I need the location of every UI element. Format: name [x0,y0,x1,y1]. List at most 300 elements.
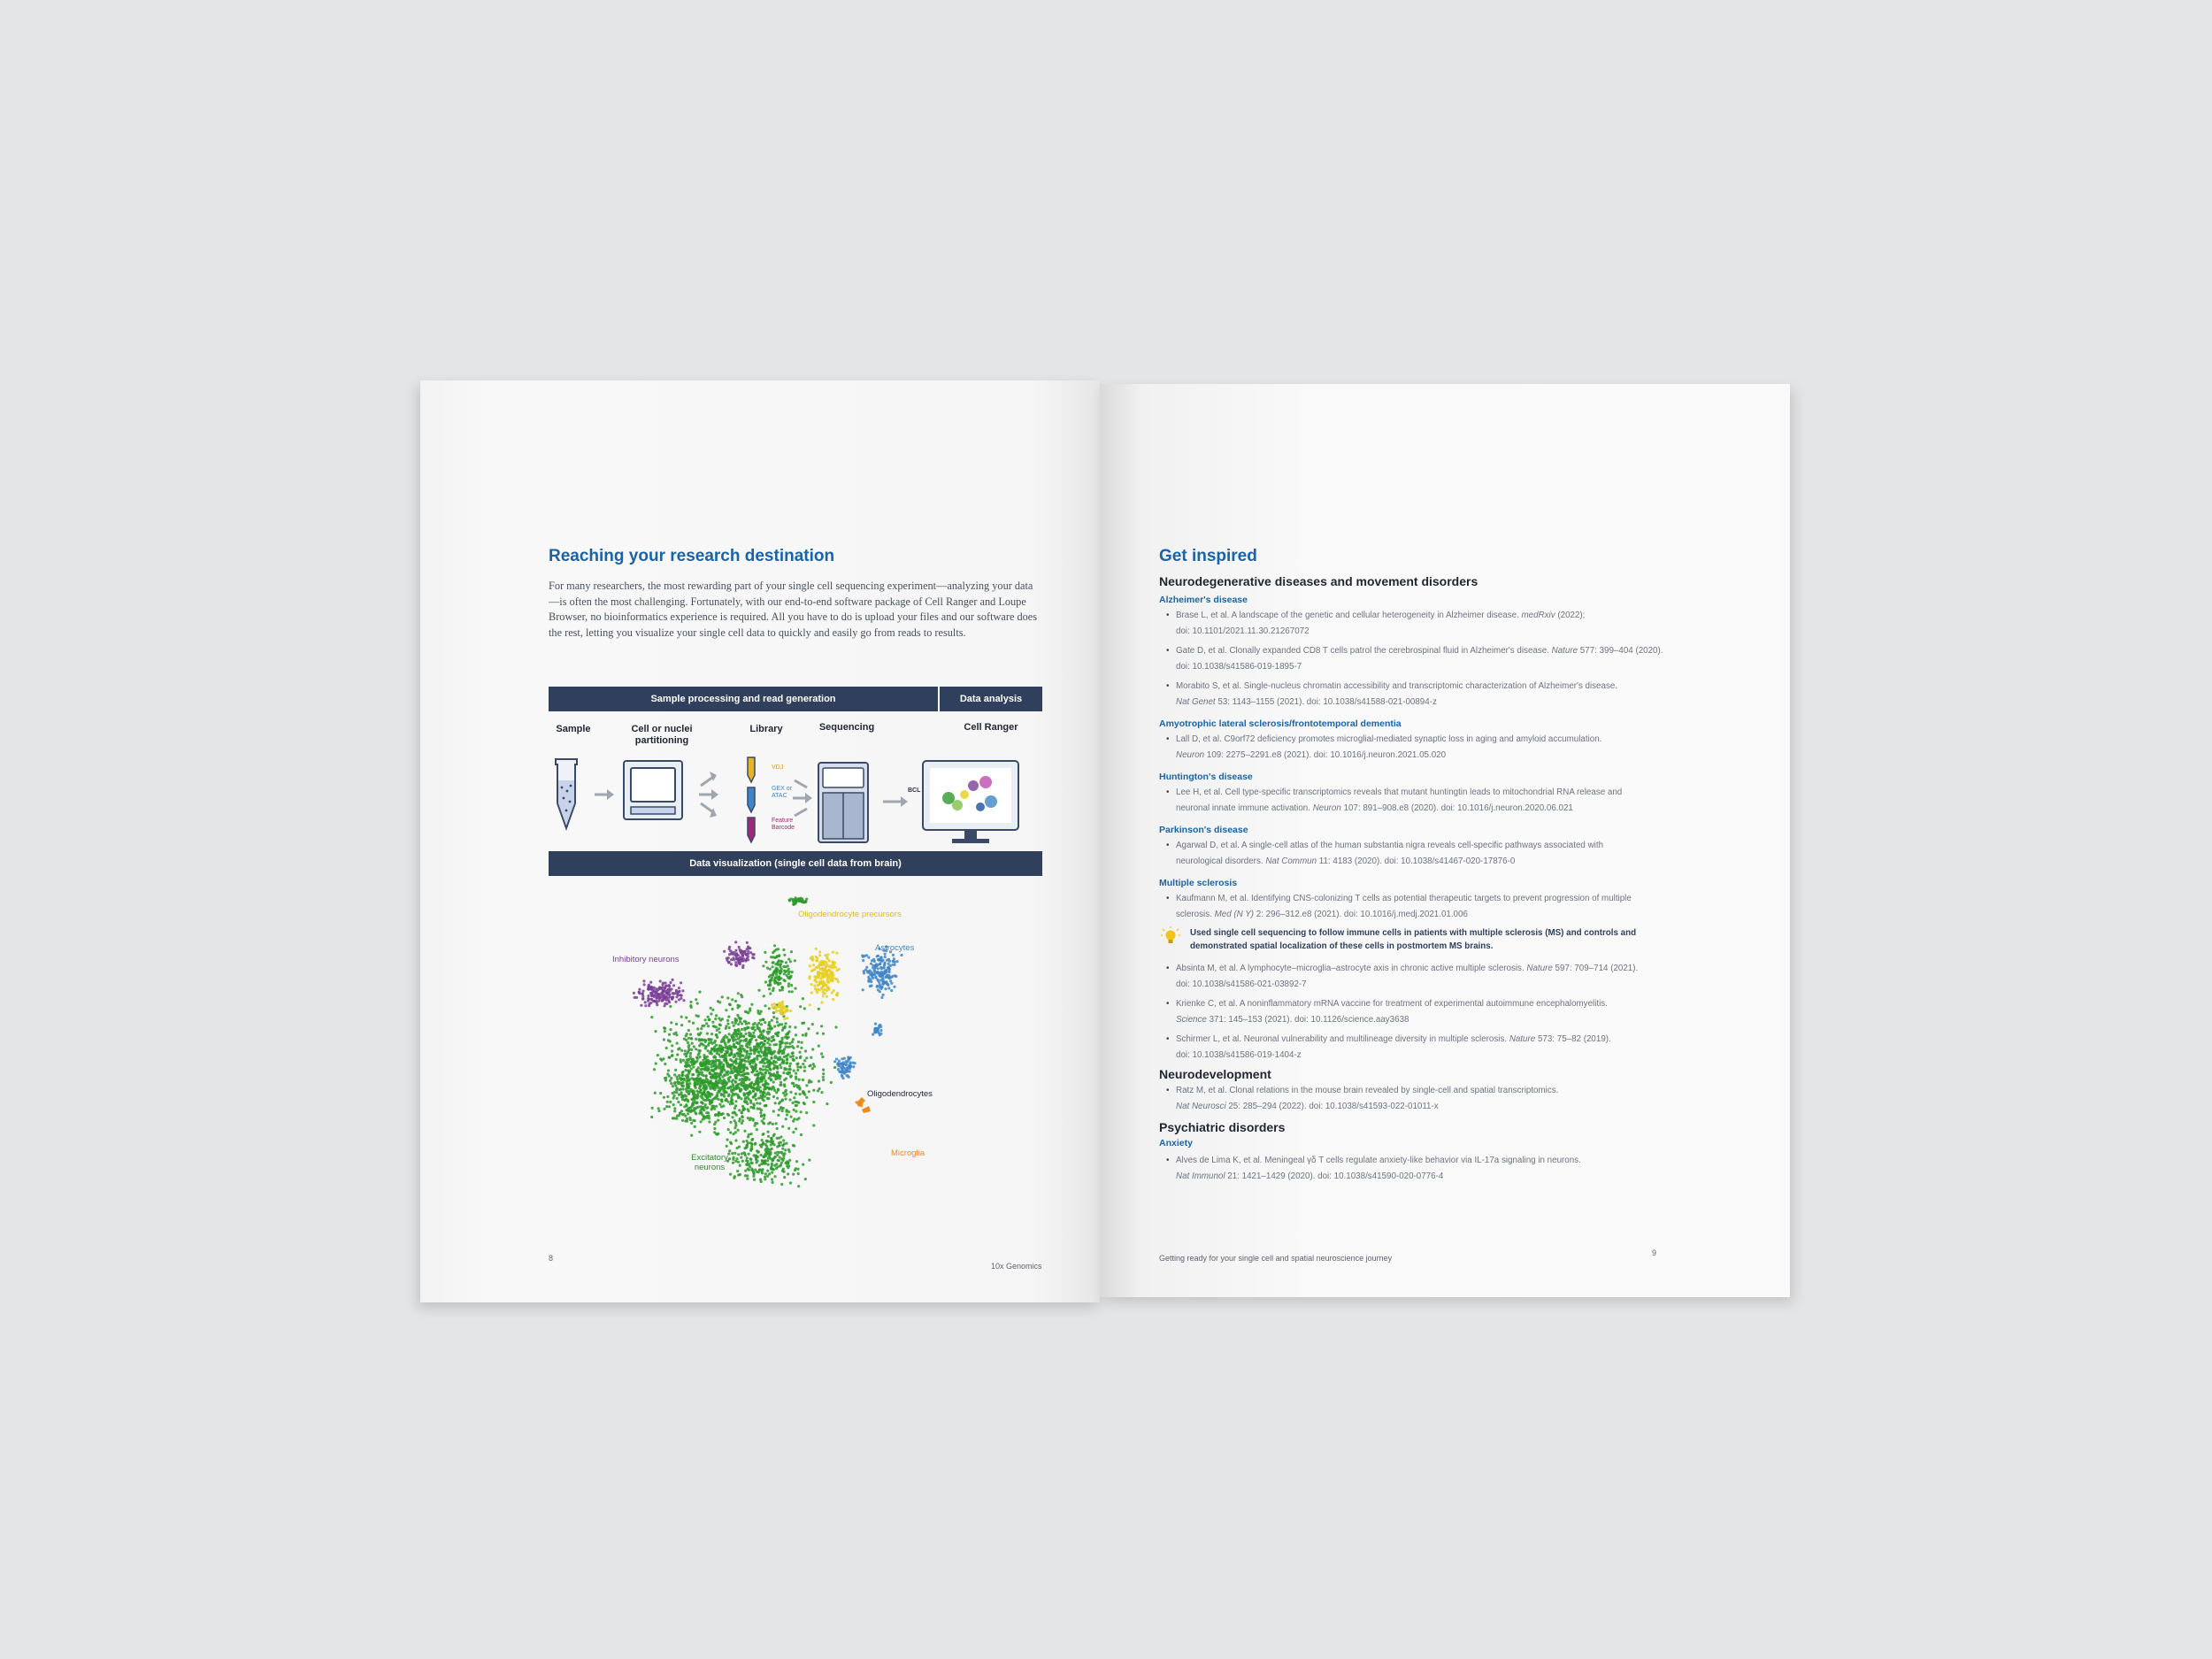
tsne-point [785,961,787,964]
tsne-point [822,990,825,993]
tsne-point [802,900,804,902]
tsne-point [775,1122,778,1125]
tsne-point [891,964,894,966]
tsne-point [766,1170,769,1172]
tsne-point [752,1175,755,1178]
tsne-point [796,1069,799,1071]
tsne-point [754,1143,757,1146]
lib-feature-label: Feature Barcode [772,818,795,831]
tsne-point [721,995,724,998]
tsne-point [710,1060,713,1063]
tsne-point [689,1055,692,1057]
tsne-point [776,1021,779,1024]
tsne-point [698,991,701,994]
tsne-point [736,1170,739,1172]
tsne-point [727,1016,730,1018]
tsne-point [741,1160,744,1163]
tsne-point [767,1135,770,1138]
tsne-point [787,958,790,961]
tsne-point [783,979,786,981]
tsne-point [805,1056,808,1059]
tsne-point [696,1057,699,1060]
tsne-point [822,1072,825,1075]
tsne-point [803,1094,806,1096]
tsne-point [714,1060,717,1063]
tsne-point [879,962,881,964]
tsne-point [774,977,777,979]
tsne-point [761,1171,764,1174]
tsne-point [671,1044,673,1047]
tsne-point [647,997,649,1000]
tsne-point [687,1112,689,1115]
tsne-point [865,966,868,969]
reference-item: • Alves de Lima K, et al. Meningeal γδ T cells regulate anxiety-like behavior via IL-17a signaling in neurons. Nat Immunol 21: 1421–1429 (2020). doi: 10.1038/s41590-020-0776-4 [1176,1153,1707,1184]
tsne-point [746,1052,749,1055]
tsne-point [749,1056,751,1058]
tsne-point [659,1092,662,1094]
tsne-point [732,1061,734,1064]
tsne-point [895,975,897,978]
tsne-point [695,1090,698,1093]
tsne-point [750,1003,753,1006]
tsne-point [751,956,754,959]
tsne-point [785,1022,787,1025]
tsne-point [704,1099,707,1102]
tsne-point [764,951,766,954]
tsne-point [703,1056,706,1058]
tsne-point [672,1117,674,1119]
tsne-point [788,1065,791,1068]
tsne-point [680,1088,682,1091]
tsne-point [764,1148,767,1150]
tsne-point [879,1029,882,1032]
tsne-point [762,1069,764,1071]
tsne-point [668,993,671,995]
tsne-point [742,1141,745,1143]
tsne-point [750,1133,753,1135]
tsne-point [797,1041,800,1043]
tsne-point [733,1043,735,1046]
tsne-point [773,1175,776,1178]
tsne-point [768,1071,771,1074]
tsne-point [818,1079,820,1082]
tsne-point [772,1006,774,1009]
tsne-point [759,1019,762,1022]
tsne-point [687,1029,690,1032]
tsne-point [655,991,657,994]
tsne-point [700,1068,703,1071]
tsne-point [843,1057,846,1060]
tsne-point [736,1094,739,1096]
tsne-point [662,1057,664,1060]
tsne-point [830,966,833,969]
tsne-point [775,1010,778,1012]
reference-item: • Lall D, et al. C9orf72 deficiency promotes microglial-mediated synaptic loss in aging and amyloid accumulation. Neuron 109: 2275–2291.e8 (2021). doi: 10.1016/j.neuron.2021.05.020 [1176,732,1707,763]
tsne-point [674,1001,677,1003]
tsne-point [764,1143,767,1146]
tsne-point [672,984,675,987]
tsne-point [729,1121,732,1124]
tsne-point [718,1059,720,1062]
tsne-point [713,1108,716,1110]
tsne-point [687,1108,689,1110]
tsne-point [739,1074,741,1077]
tsne-point [754,1169,757,1171]
tsne-point [772,1080,775,1083]
section-heading: Neurodegenerative diseases and movement disorders [1159,574,1479,588]
tsne-point [764,1162,766,1164]
tsne-point [717,1000,719,1002]
tsne-point [680,981,682,984]
tsne-point [771,1148,773,1150]
tsne-point [825,984,827,987]
tsne-point [800,897,803,900]
tsne-point [773,1089,776,1092]
tsne-point [805,1096,808,1099]
tsne-point [684,1119,687,1122]
tsne-point [698,1052,701,1055]
tsne-point [687,1037,690,1040]
tsne-point [777,1089,780,1092]
tsne-point [765,1140,768,1142]
tsne-point [685,1098,687,1101]
tsne-point [707,1038,710,1041]
tsne-point [780,1075,782,1078]
tsne-point [880,967,883,970]
tsne-point [845,1071,848,1073]
tsne-point [701,1079,703,1082]
tsne-point [715,1075,718,1078]
tsne-point [788,1042,791,1045]
tsne-point [780,1023,783,1025]
tsne-point [760,1049,763,1052]
tsne-point [735,957,738,960]
tsne-point [770,1057,772,1060]
tsne-point [833,964,835,967]
tsne-point [841,1062,843,1064]
tsne-point [833,1066,836,1069]
tsne-point [759,1067,762,1070]
tsne-point [741,1034,744,1037]
tsne-point [649,981,652,984]
tsne-point [780,1183,783,1186]
tsne-point [789,1063,792,1065]
tsne-point [762,1058,764,1061]
tsne-point [726,1071,728,1073]
tsne-point [676,1080,679,1083]
tsne-point [795,1160,798,1163]
tsne-point [878,980,880,983]
tsne-point [712,1025,715,1027]
tsne-point [708,1018,710,1021]
tsne-point [710,1041,712,1043]
tsne-point [780,977,782,979]
tsne-point [747,1041,749,1044]
tsne-point [693,1045,695,1048]
tsne-point [821,1056,824,1058]
tsne-point [741,966,744,969]
tsne-point [824,954,826,956]
tsne-point [795,1084,798,1087]
tsne-point [729,949,732,952]
tsne-point [664,1030,666,1033]
tsne-point [818,1008,820,1010]
tsne-point [780,1162,783,1164]
tsne-point [742,1070,745,1072]
tsne-point [683,1038,686,1041]
subhead-parkinsons: Parkinson's disease [1159,825,1248,835]
tsne-point [747,945,749,948]
tsne-point [657,1000,660,1002]
tsne-point [756,1128,758,1131]
tsne-point [764,980,767,983]
tsne-point [698,1131,701,1133]
tsne-point [754,1156,757,1158]
tsne-point [766,1031,769,1033]
tsne-point [764,1160,766,1163]
tsne-point [718,1048,721,1051]
tsne-point [787,1110,790,1113]
tsne-point [690,1134,693,1137]
tsne-point [720,1087,723,1090]
tsne-point [821,960,824,963]
tsne-point [714,1056,717,1059]
stage-cell-ranger: Cell Ranger [964,722,1018,733]
tsne-point [873,973,876,976]
tsne-point [763,1029,765,1032]
tsne-point [684,1049,687,1052]
tsne-point [685,1104,687,1107]
tsne-point [680,1016,683,1018]
tsne-point [707,1049,710,1052]
tsne-point [733,1025,735,1027]
tsne-point [750,1139,753,1141]
tsne-point [783,1026,786,1029]
tsne-point [714,1072,717,1075]
tsne-point [698,1112,701,1115]
tsne-point [718,1017,720,1019]
tsne-point [705,1111,708,1114]
tsne-point [772,987,775,989]
tsne-point [743,1094,746,1096]
tsne-point [717,1133,719,1135]
tsne-point [783,970,786,972]
tsne-point [789,1010,792,1012]
tsne-point [730,1142,733,1145]
tsne-point [747,1011,749,1014]
page-heading: Reaching your research destination [549,547,835,565]
tsne-point [663,1108,665,1110]
tsne-point [650,1116,653,1118]
tsne-point [730,1070,733,1072]
tsne-point [763,995,765,997]
tsne-point [757,1010,759,1012]
tsne-point [793,1144,795,1147]
tsne-point [773,1133,776,1136]
tsne-point [710,1050,712,1053]
tsne-point [700,1105,703,1108]
tsne-point [885,976,887,979]
intro-paragraph: For many researchers, the most rewarding part of your single cell sequencing experiment—analyzing your data—is often the most challenging. Fortunately, with our end-to-end software package of Cell Ranger and Loupe Browser, no bioinformatics experience is required. All you have to do is upload your files and our software does the rest, letting you visualize your single cell data to quickly and easily go from reads to results. [549,580,1038,639]
tsne-point [638,988,641,991]
tsne-point [801,1022,803,1025]
tsne-point [718,1053,720,1056]
tsne-point [820,1001,823,1003]
tsne-point [676,1078,679,1080]
tsne-point [695,1038,697,1041]
tsne-plot [549,885,1044,1221]
tsne-point [705,1087,708,1090]
tsne-point [725,1060,727,1063]
tsne-point [731,1037,733,1040]
section-heading-psychiatric: Psychiatric disorders [1159,1120,1286,1134]
tsne-point [756,1122,758,1125]
tsne-point [747,1135,749,1138]
tsne-point [711,1009,714,1011]
stage-partition: Cell or nuclei partitioning [631,724,693,746]
tsne-point [787,1172,789,1175]
tsne-point [664,1063,666,1065]
tsne-point [772,1052,775,1055]
tsne-point [804,1049,807,1052]
tsne-point [805,898,808,901]
tsne-point [775,1043,778,1046]
tsne-point [726,1139,729,1141]
tsne-point [672,1096,675,1099]
tsne-point [884,987,887,990]
tsne-point [690,1068,693,1071]
tsne-point [750,1169,753,1171]
tsne-point [773,1164,776,1167]
tsne-point [649,1002,652,1004]
tsne-point [811,1067,814,1070]
tsne-point [664,1027,666,1030]
tsne-point [774,1102,777,1104]
tsne-point [884,956,887,958]
tsne-point [666,1101,669,1103]
tsne-point [692,1065,695,1068]
tsne-point [697,1074,700,1077]
tsne-point [752,1034,755,1037]
tsne-point [699,1032,702,1034]
tsne-point [681,989,684,992]
tsne-point [716,1036,718,1039]
tsne-point [764,1046,766,1048]
tsne-point [779,989,781,992]
tsne-point [795,1104,798,1107]
tsne-point [880,971,883,973]
tsne-point [803,1102,806,1105]
tsne-point [778,1144,780,1147]
tsne-point [792,1173,795,1176]
tsne-point [864,969,867,972]
tsne-point [776,1137,779,1140]
data-analysis-bar: Data analysis [940,687,1042,711]
tsne-point [787,982,790,985]
tsne-point [688,1070,691,1072]
tsne-point [707,1016,710,1018]
tsne-point [690,1037,693,1040]
tsne-point [725,1025,727,1027]
tsne-point [713,1082,716,1085]
tsne-point [775,1167,778,1170]
bcl-label: BCL [908,787,921,794]
tsne-point [738,1079,741,1081]
tsne-point [662,983,664,986]
tsne-point [722,1040,725,1042]
tsne-point [781,1110,784,1112]
tsne-point [682,999,685,1002]
tsne-point [805,1033,808,1035]
tsne-point [816,1032,818,1034]
tsne-point [764,1153,766,1156]
tsne-point [727,1087,730,1089]
reference-item: • Lee H, et al. Cell type-specific transcriptomics reveals that mutant huntingtin leads to mitochondrial RNA release and neuronal innate immune activation. Neuron 107: 891–908.e8 (2020). doi: 10.1016/j.neuron.2020.06.021 [1176,785,1707,816]
subhead-huntingtons: Huntington's disease [1159,772,1253,782]
tsne-point [782,1144,785,1147]
tsne-point [722,1104,725,1107]
tsne-point [820,1025,823,1027]
tsne-point [835,952,838,955]
tsne-point [852,1065,855,1068]
tsne-point [713,1049,716,1052]
tsne-point [808,1064,810,1067]
tsne-point [747,956,749,958]
tsne-point [664,996,667,999]
tsne-point [760,1010,763,1013]
tsne-point [755,1048,757,1050]
tsne-point [733,1119,736,1122]
tsne-point [816,991,818,994]
tsne-point [703,1025,705,1027]
tsne-point [704,1039,707,1041]
tsne-point [772,1039,775,1041]
tsne-point [881,980,884,983]
tsne-point [751,1071,754,1073]
tsne-point [797,1172,800,1175]
tsne-point [734,1087,737,1090]
tsne-point [880,996,883,999]
tsne-point [801,1041,803,1044]
tsne-point [818,950,821,953]
tsne-point [756,1070,758,1072]
page-number: 8 [549,1254,554,1263]
tsne-point [768,1021,771,1024]
tsne-point [741,1111,743,1114]
tsne-point [739,1018,741,1020]
tsne-point [782,965,785,968]
tsne-point [757,1151,759,1154]
tsne-point [749,1106,752,1109]
left-page [420,380,1100,1302]
tsne-point [892,954,895,956]
tsne-point [888,960,891,963]
tsne-point [727,1114,730,1117]
tsne-point [674,1069,677,1071]
tsne-point [837,1068,840,1071]
tsne-point [720,1050,723,1053]
monitor-icon [923,761,1018,843]
tsne-point [764,1071,767,1074]
tsne-point [745,1076,748,1079]
tsne-point [656,1003,658,1006]
tsne-point [781,1098,784,1101]
tsne-point [789,960,792,963]
tsne-point [800,1047,803,1049]
tsne-point [776,1018,779,1020]
tsne-point [732,1088,734,1091]
tsne-point [669,1005,672,1008]
